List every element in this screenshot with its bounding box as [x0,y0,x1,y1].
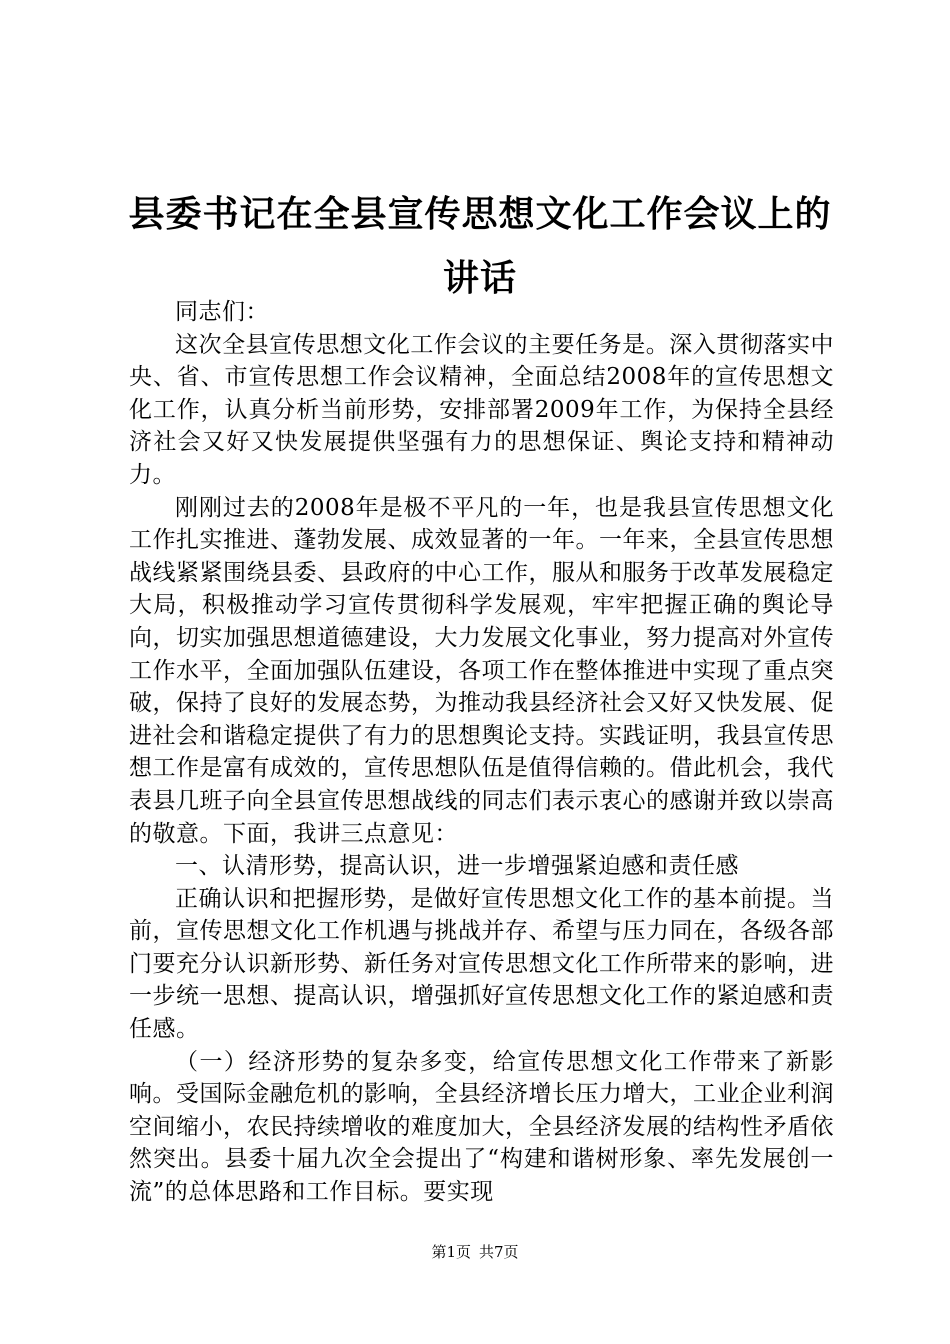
document-body [129,296,834,1209]
body-paragraph: （一）经济形势的复杂多变，给宣传思想文化工作带来了新影响。受国际金融危机的影响，全县经济增长压力增大，工业企业利润空间缩小，农民持续增收的难度加大，全县经济发展的结构性矛盾依然突出。县委十届九次全会提出了“构建和谐树形象、率先发展创一流”的总体思路和工作目标。要实现 [129,1048,834,1206]
page-footer [0,1242,950,1262]
body-paragraph: 正确认识和把握形势，是做好宣传思想文化工作的基本前提。当前，宣传思想文化工作机遇与挑战并存、希望与压力同在，各级各部门要充分认识新形势、新任务对宣传思想文化工作所带来的影响，进一步统一思想、提高认识，增强抓好宣传思想文化工作的紧迫感和责任感。 [129,885,834,1043]
salutation-paragraph: 同志们： [175,299,269,325]
body-paragraph: 这次全县宣传思想文化工作会议的主要任务是。深入贯彻落实中央、省、市宣传思想工作会议精神，全面总结2008年的宣传思想文化工作，认真分析当前形势，安排部署2009年工作，为保持全县经济社会又好又快发展提供坚强有力的思想保证、舆论支持和精神动力。 [129,331,834,488]
body-paragraph: 刚刚过去的2008年是极不平凡的一年，也是我县宣传思想文化工作扎实推进、蓬勃发展、成效显著的一年。一年来，全县宣传思想战线紧紧围绕县委、县政府的中心工作，服从和服务于改革发展稳定大局，积极推动学习宣传贯彻科学发展观，牢牢把握正确的舆论导向，切实加强思想道德建设，大力发展文化事业，努力提高对外宣传工作水平，全面加强队伍建设，各项工作在整体推进中实现了重点突破，保持了良好的发展态势，为推动我县经济社会又好又快发展、促进社会和谐稳定提供了有力的思想舆论支持。实践证明，我县宣传思想工作是富有成效的，宣传思想队伍是值得信赖的。借此机会，我代表县几班子向全县宣传思想战线的同志们表示衷心的感谢并致以崇高的敬意。下面，我讲三点意见： [129,494,834,847]
page-total: 共7页 [479,1243,519,1261]
document-title: 县委书记在全县宣传思想文化工作会议上的讲话 [128,193,832,299]
section-heading: 一、认清形势，提高认识，进一步增强紧迫感和责任感 [175,853,739,880]
page-number: 第1页 [431,1243,471,1261]
